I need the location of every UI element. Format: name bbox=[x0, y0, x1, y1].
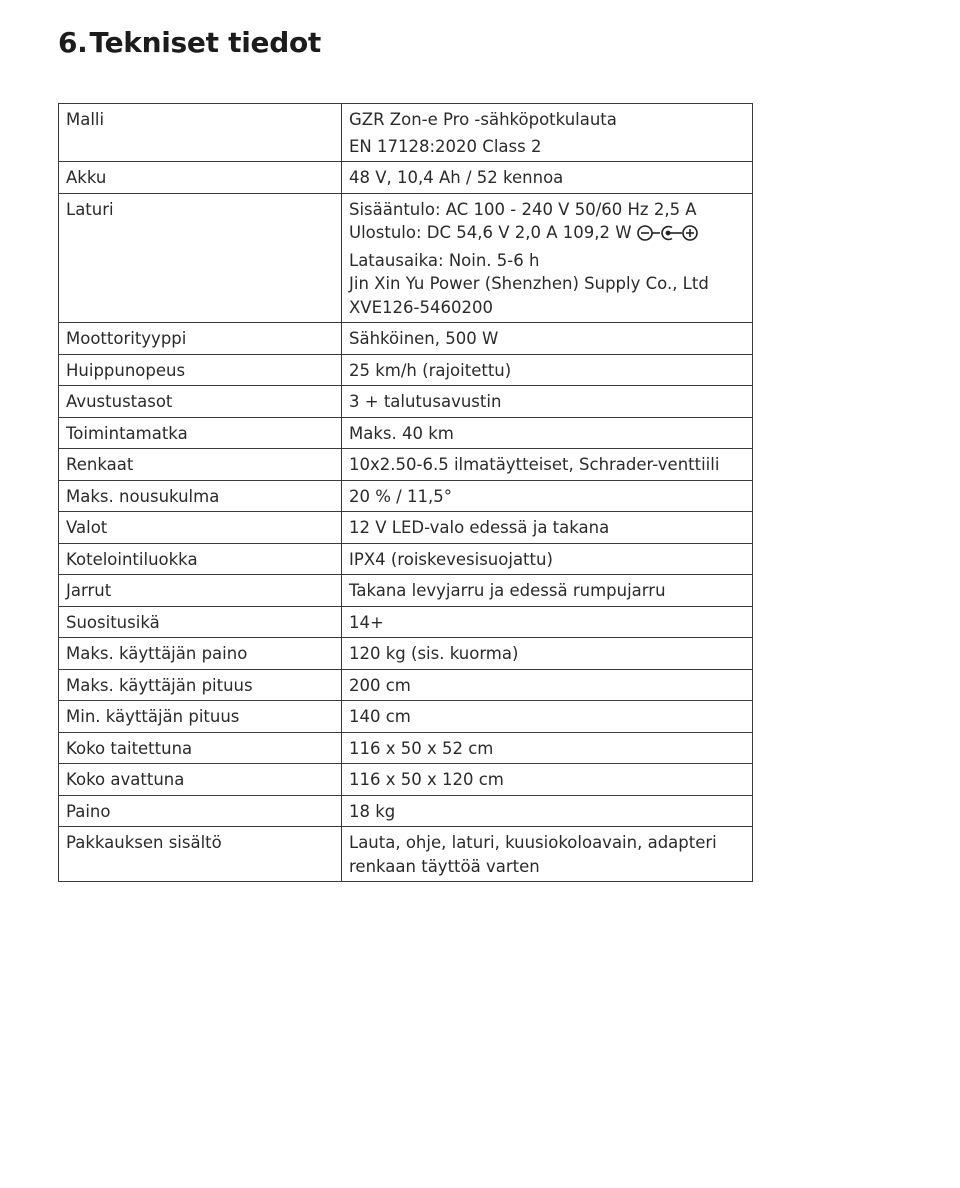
spec-value-line: 48 V, 10,4 Ah / 52 kennoa bbox=[349, 168, 564, 187]
spec-label: Maks. käyttäjän paino bbox=[59, 638, 342, 670]
spec-value bbox=[342, 764, 753, 796]
spec-value bbox=[342, 575, 753, 607]
table-row bbox=[59, 449, 753, 481]
spec-label: Kotelointiluokka bbox=[59, 543, 342, 575]
spec-value bbox=[342, 543, 753, 575]
spec-label: Avustustasot bbox=[59, 386, 342, 418]
spec-value-line: 116 x 50 x 120 cm bbox=[349, 770, 504, 789]
spec-value bbox=[342, 480, 753, 512]
spec-value-line: IPX4 (roiskevesisuojattu) bbox=[349, 549, 553, 569]
section-title: Tekniset tiedot bbox=[89, 26, 321, 59]
spec-value bbox=[342, 417, 753, 449]
spec-value bbox=[342, 323, 753, 355]
spec-value bbox=[342, 162, 753, 194]
spec-value-line: renkaan täyttöä varten bbox=[349, 856, 540, 876]
spec-label: Jarrut bbox=[59, 575, 342, 607]
spec-value bbox=[342, 193, 753, 323]
spec-label: Malli bbox=[59, 104, 342, 162]
spec-label: Moottorityyppi bbox=[59, 323, 342, 355]
spec-label: Pakkauksen sisältö bbox=[59, 827, 342, 882]
spec-value-line: Latausaika: Noin. 5-6 h bbox=[349, 250, 540, 270]
spec-value bbox=[342, 104, 753, 162]
spec-value bbox=[342, 386, 753, 418]
spec-value bbox=[342, 512, 753, 544]
spec-label: Valot bbox=[59, 512, 342, 544]
spec-label: Min. käyttäjän pituus bbox=[59, 701, 342, 733]
spec-label: Akku bbox=[59, 162, 342, 194]
spec-label: Koko avattuna bbox=[59, 764, 342, 796]
spec-value-line: Sähköinen, 500 W bbox=[349, 329, 499, 348]
table-row bbox=[59, 323, 753, 355]
spec-value-line: XVE126-5460200 bbox=[349, 297, 493, 317]
spec-value-line: 14+ bbox=[349, 612, 384, 632]
spec-value bbox=[342, 449, 753, 481]
spec-value-line: 116 x 50 x 52 cm bbox=[349, 738, 494, 758]
spec-value-line: Sisääntulo: AC 100 - 240 V 50/60 Hz 2,5 A bbox=[349, 199, 697, 219]
spec-value bbox=[342, 795, 753, 827]
table-row bbox=[59, 638, 753, 670]
spec-label: Laturi bbox=[59, 193, 342, 323]
spec-value-line: Jin Xin Yu Power (Shenzhen) Supply Co., Ltd bbox=[349, 274, 709, 293]
spec-value-line: Lauta, ohje, laturi, kuusiokoloavain, adapteri bbox=[349, 833, 717, 852]
spec-label: Maks. käyttäjän pituus bbox=[59, 669, 342, 701]
spec-value bbox=[342, 354, 753, 386]
spec-value-line: 3 + talutusavustin bbox=[349, 392, 502, 411]
table-row bbox=[59, 417, 753, 449]
spec-value-line: 140 cm bbox=[349, 707, 411, 726]
table-row bbox=[59, 162, 753, 194]
spec-label: Suositusikä bbox=[59, 606, 342, 638]
spec-value bbox=[342, 732, 753, 764]
spec-value bbox=[342, 827, 753, 882]
table-row bbox=[59, 354, 753, 386]
spec-value-line-with-icon bbox=[349, 221, 745, 249]
spec-value-line: 120 kg (sis. kuorma) bbox=[349, 644, 519, 663]
spec-value-line: 18 kg bbox=[349, 801, 396, 821]
spec-value-line: Takana levyjarru ja edessä rumpujarru bbox=[349, 581, 666, 600]
table-row bbox=[59, 701, 753, 733]
spec-value-line: 200 cm bbox=[349, 675, 411, 695]
spec-label: Koko taitettuna bbox=[59, 732, 342, 764]
table-row bbox=[59, 512, 753, 544]
spec-value-text: Ulostulo: DC 54,6 V 2,0 A 109,2 W bbox=[349, 223, 632, 242]
spec-value-line: EN 17128:2020 Class 2 bbox=[349, 137, 542, 156]
spec-value-line: GZR Zon-e Pro -sähköpotkulauta bbox=[349, 110, 617, 129]
table-row bbox=[59, 543, 753, 575]
spec-label: Toimintamatka bbox=[59, 417, 342, 449]
spec-table bbox=[58, 103, 753, 882]
table-row bbox=[59, 732, 753, 764]
table-row bbox=[59, 193, 753, 323]
spec-value bbox=[342, 669, 753, 701]
table-row bbox=[59, 827, 753, 882]
table-row bbox=[59, 795, 753, 827]
spec-value-line: Maks. 40 km bbox=[349, 423, 454, 443]
spec-label: Maks. nousukulma bbox=[59, 480, 342, 512]
spec-value-line: 10x2.50-6.5 ilmatäytteiset, Schrader-venttiili bbox=[349, 455, 720, 474]
spec-value bbox=[342, 701, 753, 733]
spec-label: Paino bbox=[59, 795, 342, 827]
page-title bbox=[58, 26, 321, 59]
spec-value-line: 20 % / 11,5° bbox=[349, 486, 452, 506]
table-row bbox=[59, 575, 753, 607]
spec-label: Huippunopeus bbox=[59, 354, 342, 386]
table-row bbox=[59, 480, 753, 512]
spec-value bbox=[342, 638, 753, 670]
spec-value-line: 12 V LED-valo edessä ja takana bbox=[349, 518, 610, 537]
spec-label: Renkaat bbox=[59, 449, 342, 481]
spec-value-line: 25 km/h (rajoitettu) bbox=[349, 360, 512, 380]
table-row bbox=[59, 764, 753, 796]
dc-polarity-icon bbox=[636, 224, 700, 249]
table-row bbox=[59, 669, 753, 701]
table-row bbox=[59, 104, 753, 162]
section-number: 6. bbox=[58, 26, 88, 59]
table-row bbox=[59, 386, 753, 418]
spec-value bbox=[342, 606, 753, 638]
table-row bbox=[59, 606, 753, 638]
